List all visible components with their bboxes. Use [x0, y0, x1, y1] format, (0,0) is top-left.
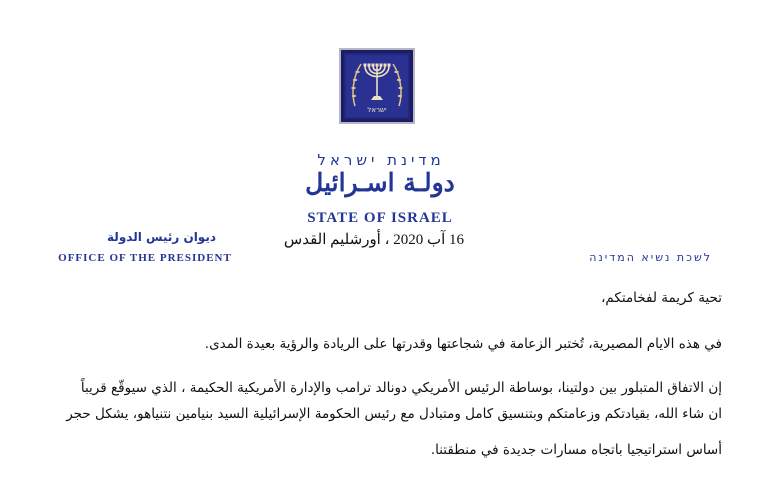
office-hebrew: לשכת נשיא המדינה	[589, 251, 712, 264]
letter-paragraph-1: في هذه الايام المصيرية، تُختبر الزعامة في شجاعتها وقدرتها على الريادة والرؤية بعيدة المدى.	[204, 336, 722, 352]
office-arabic: ديوان رئيس الدولة	[107, 230, 216, 244]
menorah-emblem-icon	[341, 50, 413, 122]
office-english: OFFICE OF THE PRESIDENT	[58, 252, 232, 264]
arabic-state-title: دولـة اسـرائيل	[305, 168, 455, 197]
letter-greeting: تحية كريمة لفخامتكم،	[601, 290, 722, 306]
letter-paragraph-2-line-1: إن الاتفاق المتبلور بين دولتينا، بوساطة الرئيس الأمريكي دونالد ترامب والإدارة الأمريكية الحكيمة ، الذي سيوقّع قريباً	[80, 380, 722, 396]
english-state-title: STATE OF ISRAEL	[307, 210, 453, 226]
letter-paragraph-2-line-3: أساس استراتيجيا باتجاه مسارات جديدة في منطقتنا.	[430, 442, 722, 458]
letter-paragraph-2-line-2: ان شاء الله، بقيادتكم وزعامتكم وبتنسيق كامل ومتبادل مع رئيس الحكومة الإسرائيلية السيد بنيامين نتنياهو، يشكل حجر	[66, 406, 722, 422]
date-location: 16 آب 2020 ، أورشليم القدس	[283, 232, 464, 248]
state-emblem	[339, 48, 415, 124]
hebrew-state-title: מדינת ישראל	[317, 151, 445, 169]
emblem-text: ישראל	[367, 106, 387, 114]
